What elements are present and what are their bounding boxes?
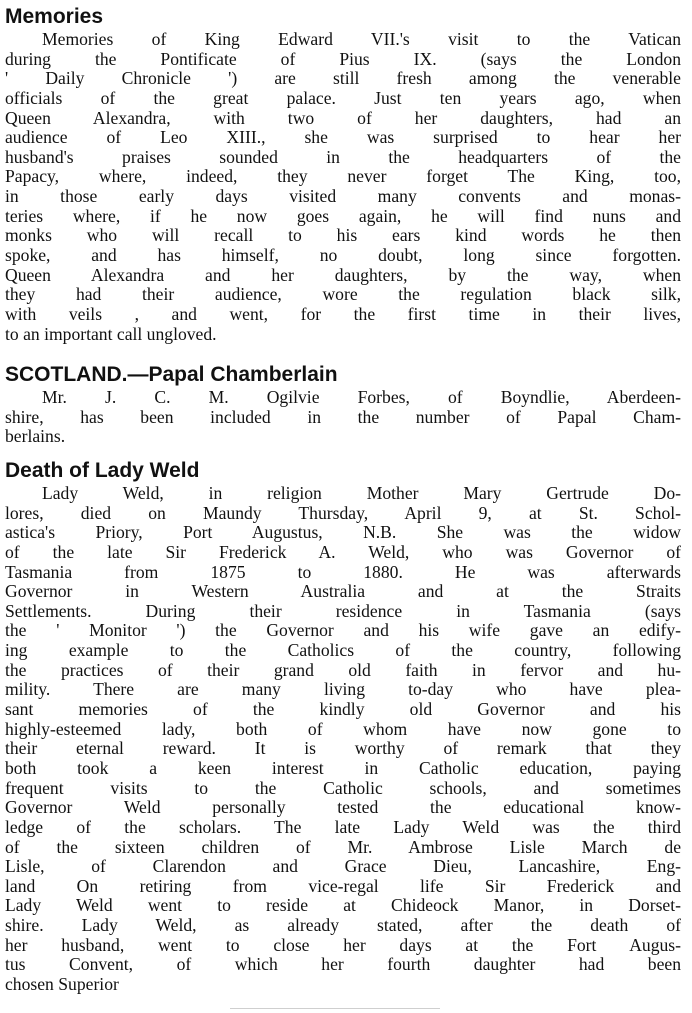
text-line: astica's Priory, Port Augustus, N.B. She was the widow <box>5 523 681 543</box>
text-line: ' Daily Chronicle ') are still fresh among the venerable <box>5 69 681 89</box>
text-line: audience of Leo XIII., she was surprised to hear her <box>5 128 681 148</box>
text-line: lores, died on Maundy Thursday, April 9, at St. Schol- <box>5 503 681 523</box>
text-line: Queen Alexandra and her daughters, by the way, when <box>5 265 681 285</box>
text-line: sant memories of the kindly old Governor and his <box>5 700 681 720</box>
text-line: they had their audience, wore the regulation black silk, <box>5 285 681 305</box>
text-line: Memories of King Edward VII.'s visit to the Vatican <box>42 30 681 49</box>
text-line: both took a keen interest in Catholic education, paying <box>5 758 681 778</box>
text-line: the practices of their grand old faith in fervor and hu- <box>5 660 681 680</box>
text-line: frequent visits to the Catholic schools, and sometimes <box>5 778 681 798</box>
text-line: in those early days visited many convents and monas- <box>5 187 681 207</box>
text-line: tus Convent, of which her fourth daughter had been <box>5 955 681 975</box>
text-line: ing example to the Catholics of the country, following <box>5 641 681 661</box>
text-line: of the sixteen children of Mr. Ambrose Lisle March de <box>5 837 681 857</box>
section-death-of-lady-weld <box>5 458 681 995</box>
text-line: during the Pontificate of Pius IX. (says the London <box>5 49 681 69</box>
text-line: husband's praises sounded in the headquarters of the <box>5 147 681 167</box>
section-scotland-papal-chamberlain <box>5 362 681 447</box>
text-line: Governor Weld personally tested the educational know- <box>5 798 681 818</box>
text-line: Governor in Western Australia and at the Straits <box>5 582 681 602</box>
text-line: berlains. <box>5 427 66 447</box>
text-line: Papacy, where, indeed, they never forget The King, too, <box>5 167 681 187</box>
text-line: spoke, and has himself, no doubt, long since forgotten. <box>5 246 681 266</box>
section-heading: Death of Lady Weld <box>5 459 200 482</box>
text-line: Tasmania from 1875 to 1880. He was afterwards <box>5 562 681 582</box>
text-line: her husband, went to close her days at the Fort Augus- <box>5 935 681 955</box>
text-line: the ' Monitor ') the Governor and his wife gave an edify- <box>5 621 681 641</box>
text-line: teries where, if he now goes again, he will find nuns and <box>5 206 681 226</box>
text-line: with veils , and went, for the first time in their lives, <box>5 304 681 324</box>
text-line: their eternal reward. It is worthy of remark that they <box>5 739 681 759</box>
text-line: officials of the great palace. Just ten years ago, when <box>5 88 681 108</box>
text-line: of the late Sir Frederick A. Weld, who was Governor of <box>5 542 681 562</box>
text-line: highly-esteemed lady, both of whom have now gone to <box>5 719 681 739</box>
text-line: to an important call ungloved. <box>5 324 217 344</box>
text-line: Mr. J. C. M. Ogilvie Forbes, of Boyndlie, Aberdeen- <box>42 388 681 407</box>
section-heading: Memories <box>5 5 104 28</box>
section-memories <box>5 4 681 344</box>
text-line: monks who will recall to his ears kind words he then <box>5 226 681 246</box>
text-line: shire. Lady Weld, as already stated, after the death of <box>5 916 681 936</box>
text-line: Lisle, of Clarendon and Grace Dieu, Lancashire, Eng- <box>5 857 681 877</box>
text-line: mility. There are many living to-day who have plea- <box>5 680 681 700</box>
text-line: land On retiring from vice-regal life Sir Frederick and <box>5 876 681 896</box>
section-body <box>5 484 681 995</box>
section-body <box>5 30 681 344</box>
section-body <box>5 388 681 447</box>
text-line: chosen Superior <box>5 975 119 995</box>
text-line: ledge of the scholars. The late Lady Weld was the third <box>5 817 681 837</box>
section-heading: SCOTLAND.—Papal Chamberlain <box>5 363 338 386</box>
bottom-divider <box>230 1008 440 1009</box>
text-line: Settlements. During their residence in Tasmania (says <box>5 601 681 621</box>
text-line: shire, has been included in the number of Papal Cham- <box>5 407 681 427</box>
text-line: Lady Weld went to reside at Chideock Manor, in Dorset- <box>5 896 681 916</box>
text-line: Lady Weld, in religion Mother Mary Gertrude Do- <box>42 484 681 503</box>
text-line: Queen Alexandra, with two of her daughters, had an <box>5 108 681 128</box>
